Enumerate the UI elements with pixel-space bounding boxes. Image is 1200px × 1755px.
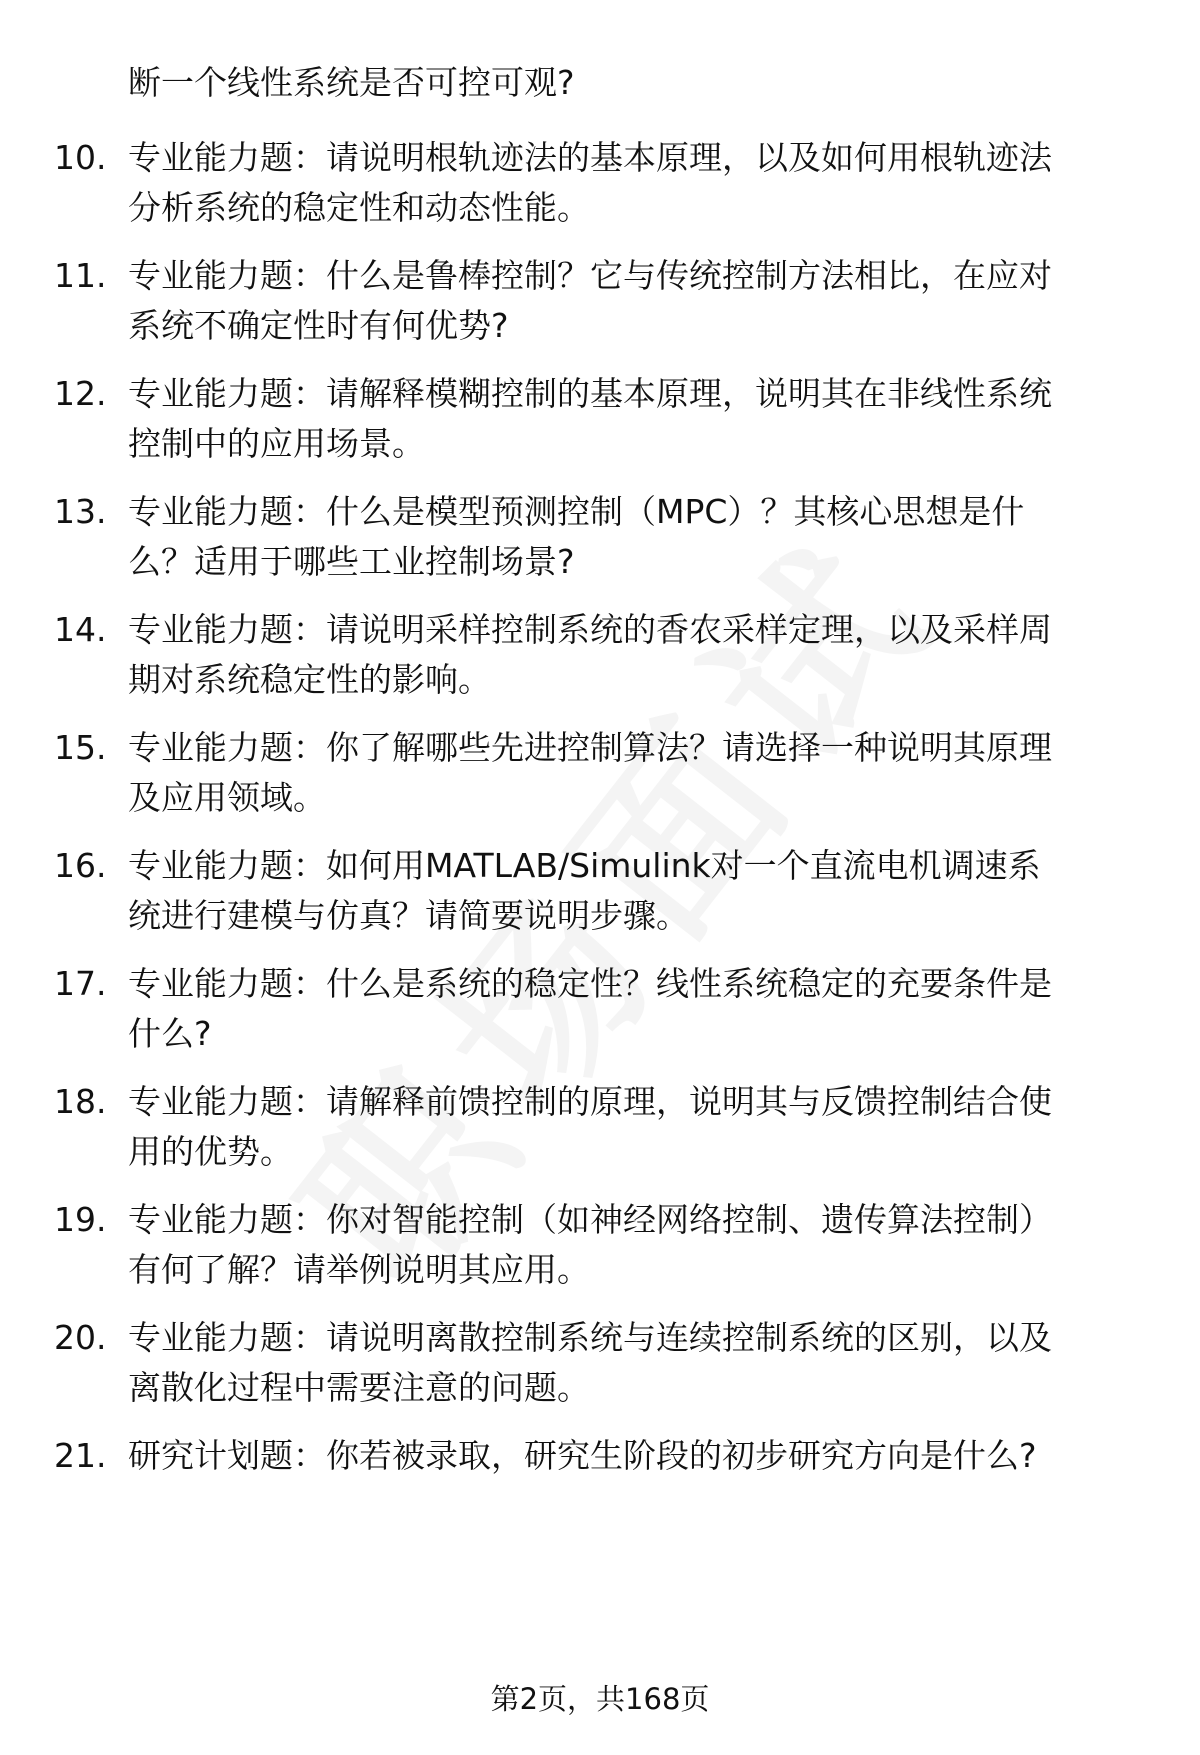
- question-text-line: 统进行建模与仿真？请简要说明步骤。: [128, 896, 689, 935]
- question-item: [0, 251, 1200, 361]
- question-text-line: 分析系统的稳定性和动态性能。: [128, 188, 590, 227]
- question-text-line: 用的优势。: [128, 1132, 293, 1171]
- question-text-line: 专业能力题：你了解哪些先进控制算法？请选择一种说明其原理: [128, 728, 1052, 767]
- question-number: 15.: [54, 728, 107, 767]
- question-text-line: 系统不确定性时有何优势?: [128, 306, 509, 345]
- question-item: [0, 723, 1200, 833]
- question-text-line: 专业能力题：什么是模型预测控制（MPC）？其核心思想是什: [128, 492, 1025, 531]
- question-text-line: 专业能力题：请说明离散控制系统与连续控制系统的区别，以及: [128, 1318, 1052, 1357]
- question-text-line: 离散化过程中需要注意的问题。: [128, 1368, 590, 1407]
- question-item: [0, 1313, 1200, 1423]
- question-text-line: 期对系统稳定性的影响。: [128, 660, 491, 699]
- continued-question-text: 断一个线性系统是否可控可观?: [128, 63, 575, 102]
- question-number: 19.: [54, 1200, 107, 1239]
- question-text-line: 有何了解？请举例说明其应用。: [128, 1250, 590, 1289]
- question-item: [0, 1195, 1200, 1305]
- question-text-line: 么？适用于哪些工业控制场景?: [128, 542, 575, 581]
- question-text-line: 控制中的应用场景。: [128, 424, 425, 463]
- question-number: 13.: [54, 492, 107, 531]
- question-text-line: 专业能力题：如何用MATLAB/Simulink对一个直流电机调速系: [128, 846, 1041, 885]
- question-text-line: 专业能力题：请解释模糊控制的基本原理，说明其在非线性系统: [128, 374, 1052, 413]
- question-item: [0, 1077, 1200, 1187]
- question-number: 11.: [54, 256, 107, 295]
- question-number: 16.: [54, 846, 107, 885]
- question-text-line: 专业能力题：请说明采样控制系统的香农采样定理，以及采样周: [128, 610, 1052, 649]
- question-text-line: 专业能力题：请解释前馈控制的原理，说明其与反馈控制结合使: [128, 1082, 1052, 1121]
- question-item: [0, 487, 1200, 597]
- question-number: 17.: [54, 964, 107, 1003]
- question-number: 18.: [54, 1082, 107, 1121]
- question-item: [0, 1431, 1200, 1491]
- question-number: 14.: [54, 610, 107, 649]
- question-item: [0, 605, 1200, 715]
- question-item: [0, 959, 1200, 1069]
- question-text-line: 及应用领域。: [128, 778, 326, 817]
- question-text-line: 研究计划题：你若被录取，研究生阶段的初步研究方向是什么?: [128, 1436, 1037, 1475]
- question-number: 12.: [54, 374, 107, 413]
- question-item: [0, 133, 1200, 243]
- question-text-line: 专业能力题：请说明根轨迹法的基本原理，以及如何用根轨迹法: [128, 138, 1052, 177]
- question-number: 10.: [54, 138, 107, 177]
- question-text-line: 专业能力题：什么是系统的稳定性？线性系统稳定的充要条件是: [128, 964, 1052, 1003]
- question-number: 21.: [54, 1436, 107, 1475]
- question-item: [0, 841, 1200, 951]
- question-number: 20.: [54, 1318, 107, 1357]
- question-text-line: 什么?: [128, 1014, 212, 1053]
- question-item: [0, 369, 1200, 479]
- page-number-footer: 第2页，共168页: [490, 1682, 710, 1716]
- question-text-line: 专业能力题：你对智能控制（如神经网络控制、遗传算法控制）: [128, 1200, 1052, 1239]
- question-text-line: 专业能力题：什么是鲁棒控制？它与传统控制方法相比，在应对: [128, 256, 1052, 295]
